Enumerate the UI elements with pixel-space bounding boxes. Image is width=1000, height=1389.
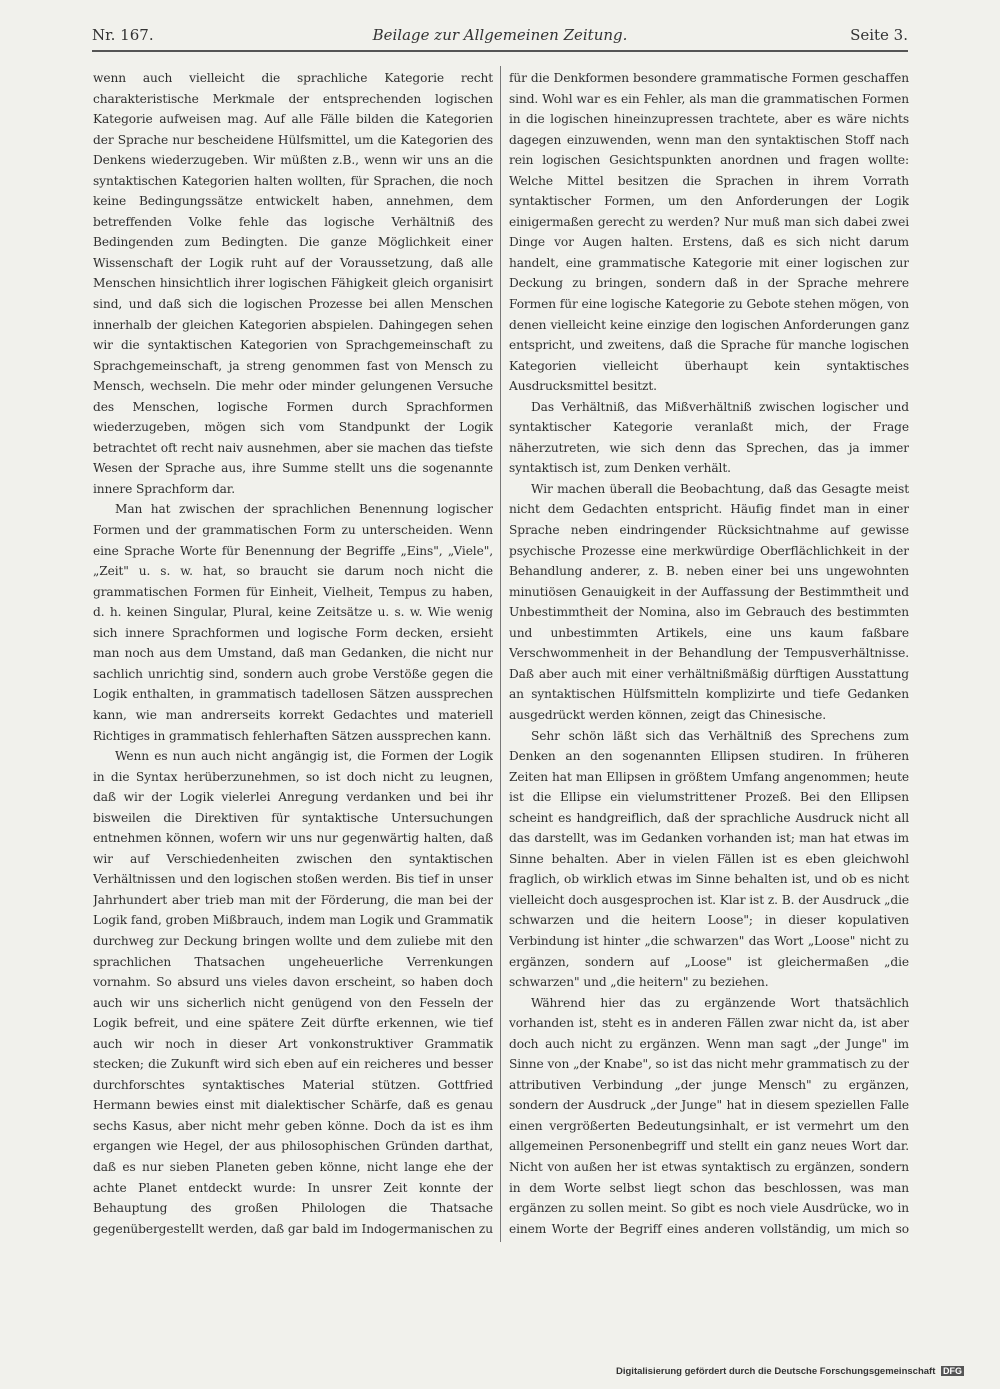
paragraph: für die Denkformen besondere grammatische Formen geschaffen sind. Wohl war es ein Fehler, als man die grammatischen Formen in die logischen hineinzupressen trachtete, aber es wäre nichts dagegen einzuwenden, wenn man den syntaktischen Stoff nach rein logischen Gesichtspunkten anordnen und fragen wollte: Welche Mittel besitzen die Sprachen in ihrem Vorrath syntaktischer Formen, um den Anforderungen der Logik einigermaßen gerecht zu werden? Nur muß man sich dabei zwei Dinge vor Augen halten. Erstens, daß es sich nicht darum handelt, eine grammatische Kategorie mit einer logischen zur Deckung zu bringen, sondern daß in der Sprache mehrere Formen für eine logische Kategorie zu Gebote stehen mögen, von denen vielleicht keine einzige den logischen Anforderungen ganz entspricht, und zweitens, daß die Sprache für manche logischen Kategorien vielleicht überhaupt kein syntaktisches Ausdrucksmittel besitzt. <box>509 71 909 394</box>
dfg-logo: DFG <box>943 1366 962 1376</box>
paragraph: Das Verhältniß, das Mißverhältniß zwischen logischer und syntaktischer Kategorie veranlaßt mich, der Frage näherzutreten, wie sich denn das Sprechen, das ja immer syntaktisch ist, zum Denken verhält. <box>509 399 909 476</box>
footer-text: Digitalisierung gefördert durch die Deutsche Forschungsgemeinschaft <box>616 1366 936 1377</box>
header-rule <box>92 50 908 52</box>
paragraph: Sehr schön läßt sich das Verhältniß des Sprechens zum Denken an den sogenannten Ellipsen studiren. In früheren Zeiten hat man Ellipsen in größtem Umfang angenommen; heute ist die Ellipse ein vielumstrittener Prozeß. Bei den Ellipsen scheint es handgreiflich, daß der sprachliche Ausdruck nicht all das darstellt, was im Gedanken vorhanden ist; man hat etwas im Sinne behalten. Aber in vielen Fällen ist es eben gleichwohl fraglich, ob wirklich etwas im Sinne behalten ist, und ob es nicht vielleicht doch ausgesprochen ist. Klar ist z. B. der Ausdruck „die schwarzen und die heitern Loose"; in dieser kopulativen Verbindung ist hinter „die schwarzen" das Wort „Loose" nicht zu ergänzen, sondern auf „Loose" ist gleichermaßen „die schwarzen" und „die heitern" zu beziehen. <box>509 728 909 990</box>
publication-title: Beilage zur Allgemeinen Zeitung. <box>372 26 628 44</box>
issue-number: Nr. 167. <box>92 26 154 44</box>
digitization-footer <box>616 1366 964 1382</box>
paragraph: Wenn es nun auch nicht angängig ist, die Formen der Logik in die Syntax herüberzunehmen, so ist doch nicht zu leugnen, daß wir der Logik vielerlei Anregung verdanken und bei ihr bisweilen die Direktiven für syntaktische Untersuchungen entnehmen können, wofern wir uns nur gegenwärtig halten, daß wir auf Verschiedenheiten zwischen den syntaktischen Verhältnissen und den logischen stoßen werden. Bis tief in unser Jahrhundert aber trieb man mit der Förderung, die man bei der Logik fand, groben Mißbrauch, indem man Logik und Grammatik durchweg zur Deckung bringen wollte und dem zuliebe mit den sprachlichen Thatsachen ungeheuerliche Verrenkungen vornahm. So absurd uns vieles davon erscheint, so haben doch auch wir uns sicherlich nicht genügend von den Fesseln der Logik befreit, und eine spätere Zeit dürfte erkennen, wie tief auch wir noch in dieser Art vonkonstruktiver Grammatik stecken; die Zukunft wird sich eben auf ein reicheres und besser durchforschtes syntaktisches Material stützen. Gottfried Hermann bewies einst mit dialektischer Schärfe, daß es genau sechs Kasus, aber nicht mehr geben könne. Doch da ist es ihm ergangen wie Hegel, der aus philosophischen Gründen darthat, daß es nur sieben Planeten geben könne, nicht lange ehe der achte Planet entdeckt wurde: In unsrer Zeit konnte der Behauptung des großen Philologen die Thatsache gegenübergestellt werden, daß gar bald im Indogermanischen zu <box>93 749 493 1236</box>
paragraph: Man hat zwischen der sprachlichen Benennung logischer Formen und der grammatischen Form zu unterscheiden. Wenn eine Sprache Worte für Benennung der Begriffe „Eins", „Viele", „Zeit" u. s. w. hat, so braucht sie darum noch nicht die grammatischen Formen für Einheit, Vielheit, Tempus zu haben, d. h. keinen Singular, Plural, keine Zeitsätze u. s. w. Wie wenig sich innere Sprachformen und logische Form decken, ersieht man noch aus dem Umstand, daß man Gedanken, die nicht nur sachlich unrichtig sind, sondern auch grobe Verstöße gegen die Logik enthalten, in grammatisch tadellosen Sätzen aussprechen kann, wie man andrerseits korrekt Gedachtes und materiell Richtiges in grammatisch fehlerhaften Sätzen aussprechen kann. <box>93 502 493 743</box>
left-column <box>93 68 493 1244</box>
page-number: Seite 3. <box>850 26 908 44</box>
column-divider <box>500 66 501 1242</box>
paragraph: Während hier das zu ergänzende Wort thatsächlich vorhanden ist, steht es in anderen Fällen zwar nicht da, ist aber doch auch nicht zu ergänzen. Wenn man sagt „der Junge" im Sinne von „der Knabe", so ist das nicht mehr grammatisch zu der attributiven Verbindung „der junge Mensch" zu ergänzen, sondern der Ausdruck „der Junge" hat in diesem speziellen Falle einen vergrößerten Bedeutungsinhalt, er ist vermehrt um den allgemeinen Personenbegriff und stellt ein ganz neues Wort dar. Nicht von außen her ist etwas syntaktisch zu ergänzen, sondern in dem Worte selbst liegt schon das beschlossen, was man ergänzen zu sollen meint. So gibt es noch viele Ausdrücke, wo in einem Worte der Begriff eines anderen vollständig, um mich so <box>509 995 909 1236</box>
paragraph: wenn auch vielleicht die sprachliche Kategorie recht charakteristische Merkmale der entsprechenden logischen Kategorie aufweisen mag. Auf alle Fälle bilden die Kategorien der Sprache nur bescheidene Hülfsmittel, um die Kategorien des Denkens wiederzugeben. Wir müßten z.B., wenn wir uns an die syntaktischen Kategorien halten wollten, für Sprachen, die noch keine Bedingungssätze entwickelt haben, annehmen, dem betreffenden Volke fehle das logische Verhältniß des Bedingenden zum Bedingten. Die ganze Möglichkeit einer Wissenschaft der Logik ruht auf der Voraussetzung, daß alle Menschen hinsichtlich ihrer logischen Fähigkeit gleich organisirt sind, und daß sich die logischen Prozesse bei allen Menschen innerhalb der gleichen Kategorien abspielen. Dahingegen sehen wir die syntaktischen Kategorien von Sprachgemeinschaft zu Sprachgemeinschaft, ja streng genommen fast von Mensch zu Mensch, wechseln. Die mehr oder minder gelungenen Versuche des Menschen, logische Formen durch Sprachformen wiederzugeben, mögen sich vom Standpunkt der Logik betrachtet oft recht naiv ausnehmen, aber sie machen das tiefste Wesen der Sprache aus, ihre Summe stellt uns die sogenannte innere Sprachform dar. <box>93 71 493 496</box>
paragraph: Wir machen überall die Beobachtung, daß das Gesagte meist nicht dem Gedachten entspricht. Häufig findet man in einer Sprache neben eindringender Rücksichtnahme auf gewisse psychische Prozesse eine merkwürdige Oberflächlichkeit in der Behandlung anderer, z. B. neben einer bei uns ungewohnten minutiösen Genauigkeit in der Auffassung der Bestimmtheit und Unbestimmtheit der Nomina, also im Gebrauch des bestimmten und unbestimmten Artikels, eine uns kaum faßbare Verschwommenheit in der Behandlung der Tempusverhältnisse. Daß aber auch mit einer verhältnißmäßig dürftigen Ausstattung an syntaktischen Hülfsmitteln komplizirte und tiefe Gedanken ausgedrückt werden können, zeigt das Chinesische. <box>509 481 909 722</box>
page-header <box>92 22 908 46</box>
right-column <box>509 68 909 1244</box>
